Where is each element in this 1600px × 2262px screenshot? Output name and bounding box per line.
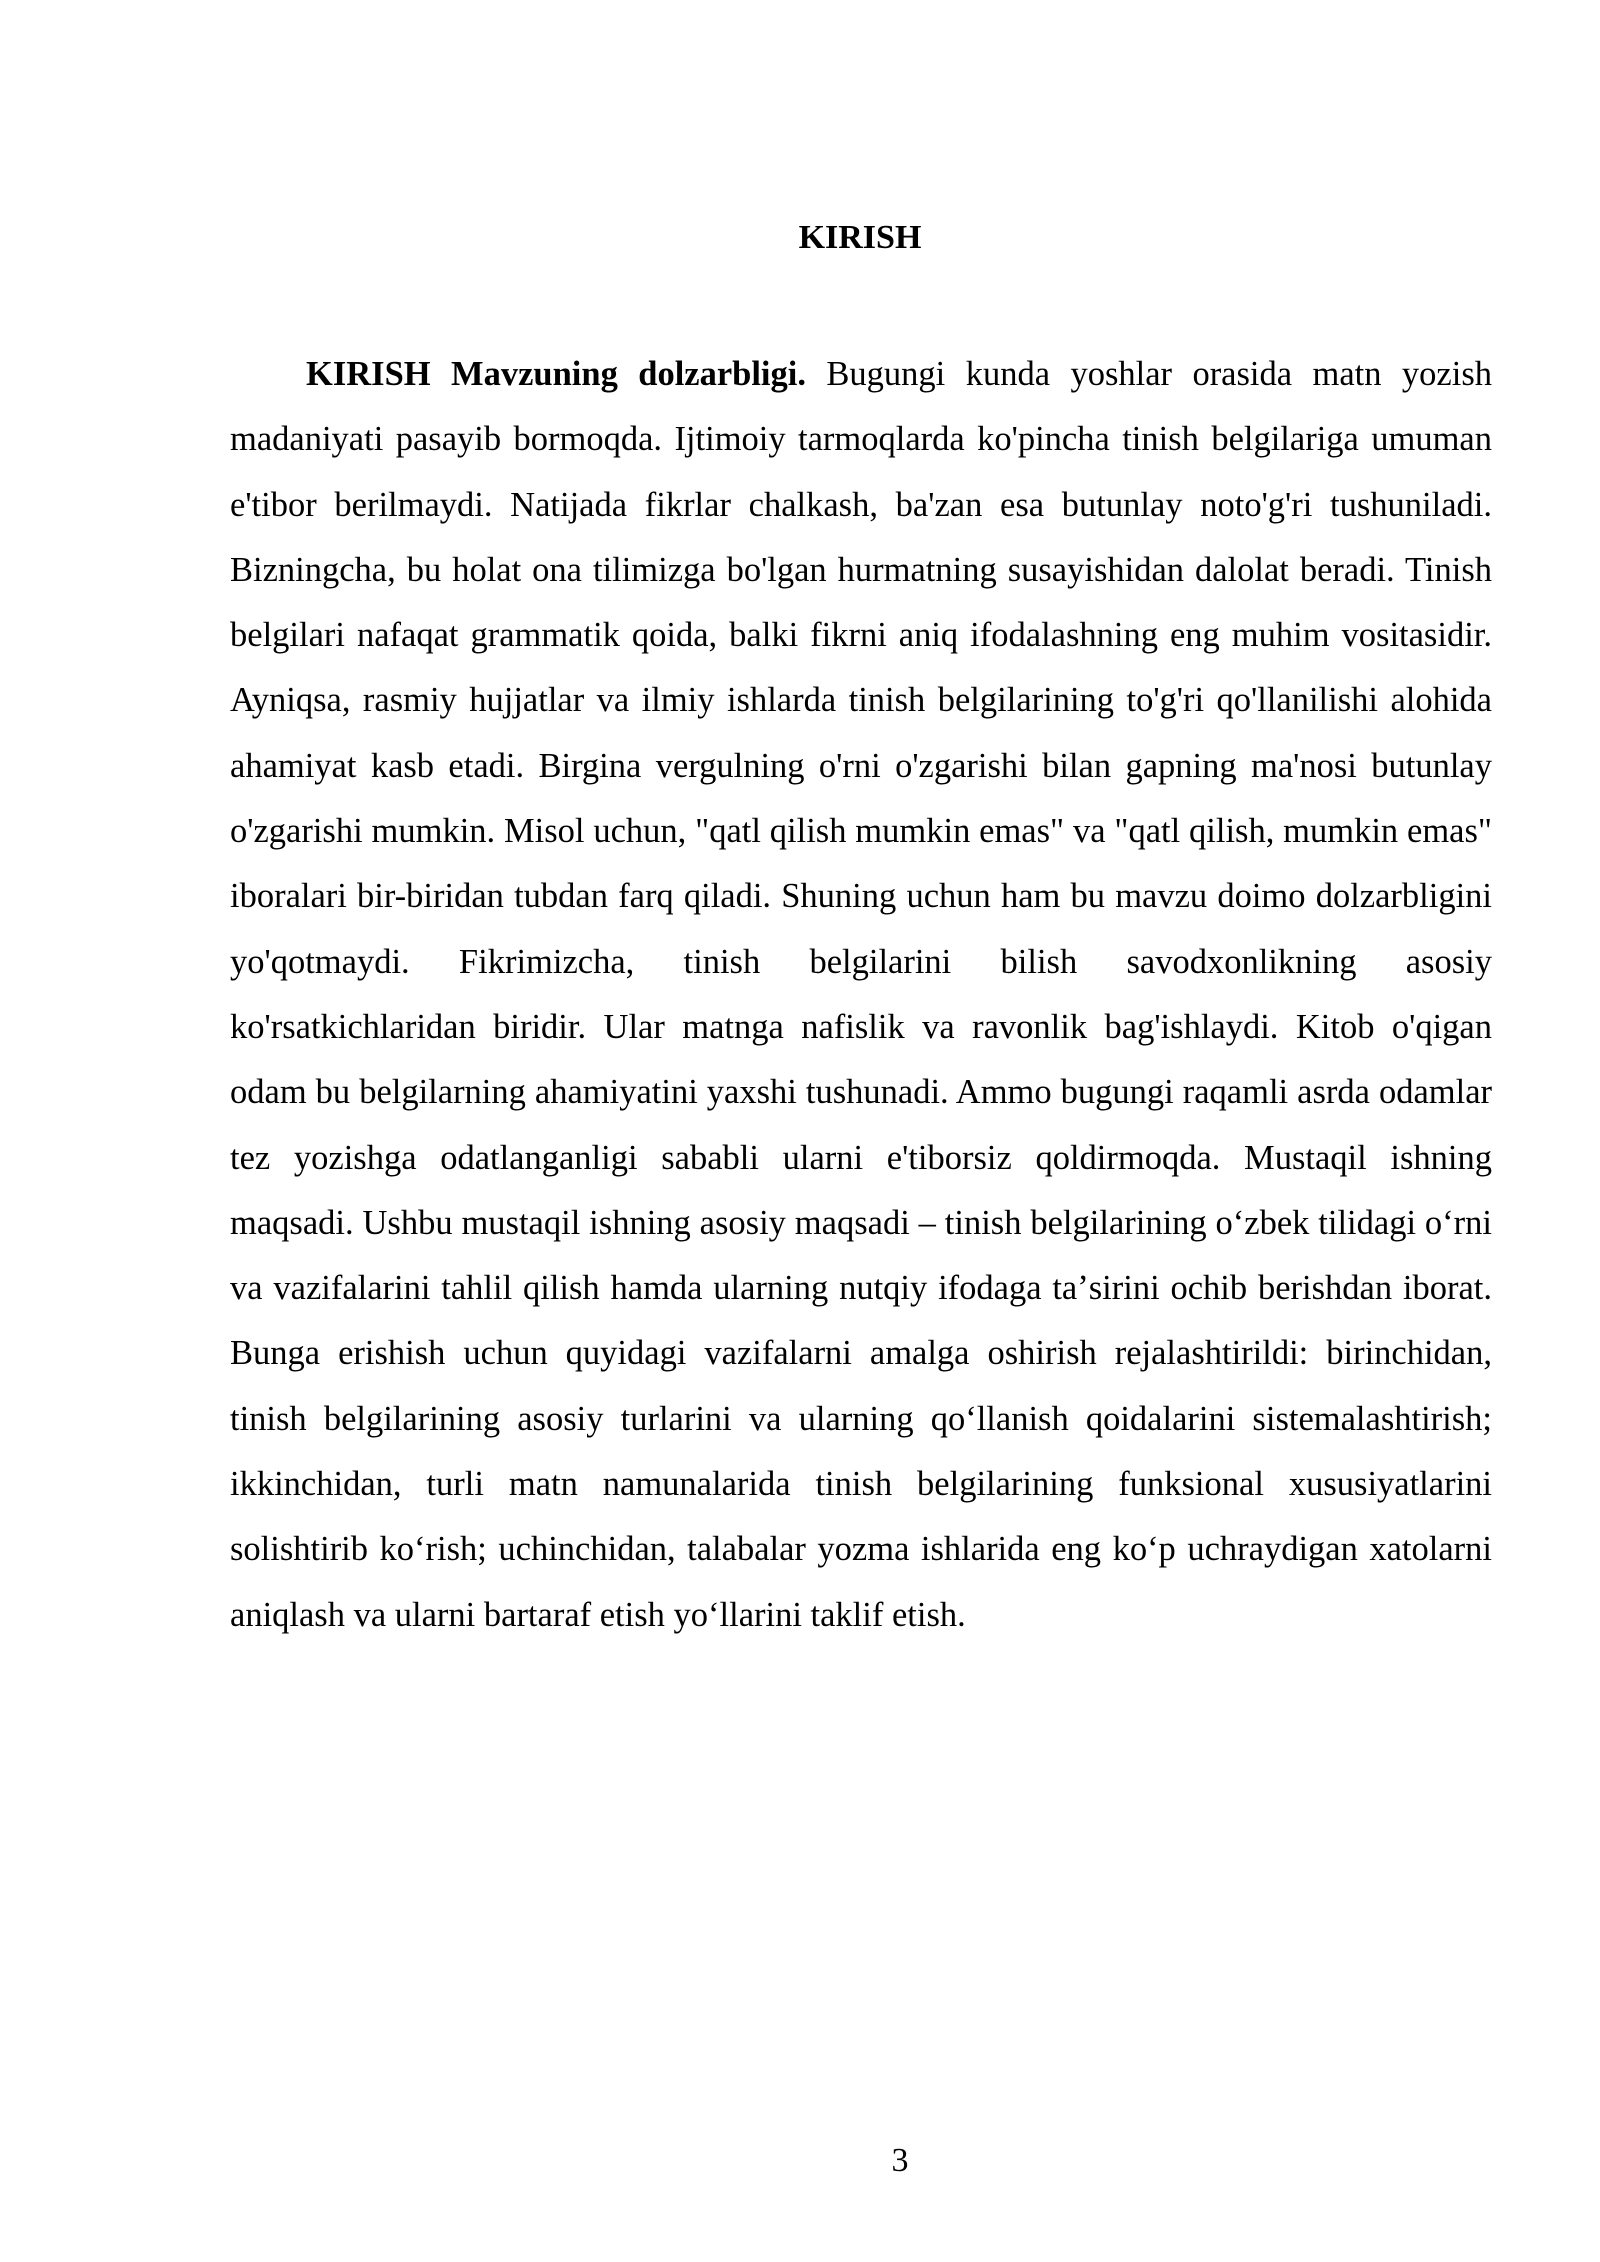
page-title: KIRISH <box>798 219 922 256</box>
page-number: 3 <box>891 2142 909 2179</box>
body-paragraph <box>230 342 1492 1648</box>
paragraph-text: Bugungi kunda yoshlar orasida matn yozish madaniyati pasayib bormoqda. Ijtimoiy tarmoqlarda ko'pincha tinish belgilariga umuman e'tibor berilmaydi. Natijada fikrlar chalkash, ba'zan esa butunlay noto'g'ri tushuniladi. Bizningcha, bu holat ona tilimizga bo'lgan hurmatning susayishidan dalolat beradi. Tinish belgilari nafaqat grammatik qoida, balki fikrni aniq ifodalashning eng muhim vositasidir. Ayniqsa, rasmiy hujjatlar va ilmiy ishlarda tinish belgilarining to'g'ri qo'llanilishi alohida ahamiyat kasb etadi. Birgina vergulning o'rni o'zgarishi bilan gapning ma'nosi butunlay o'zgarishi mumkin. Misol uchun, "qatl qilish mumkin emas" va "qatl qilish, mumkin emas" iboralari bir-biridan tubdan farq qiladi. Shuning uchun ham bu mavzu doimo dolzarbligini yo'qotmaydi. Fikrimizcha, tinish belgilarini bilish savodxonlikning asosiy ko'rsatkichlaridan biridir. Ular matnga nafislik va ravonlik bag'ishlaydi. Kitob o'qigan odam bu belgilarning ahamiyatini yaxshi tushunadi. Ammo bugungi raqamli asrda odamlar tez yozishga odatlanganligi sababli ularni e'tiborsiz qoldirmoqda. Mustaqil ishning maqsadi. Ushbu mustaqil ishning asosiy maqsadi – tinish belgilarining oʻzbek tilidagi oʻrni va vazifalarini tahlil qilish hamda ularning nutqiy ifodaga taʼsirini ochib berishdan iborat. Bunga erishish uchun quyidagi vazifalarni amalga oshirish rejalashtirildi: birinchidan, tinish belgilarining asosiy turlarini va ularning qoʻllanish qoidalarini sistemalashtirish; ikkinchidan, turli matn namunalarida tinish belgilarining funksional xususiyatlarini solishtirib koʻrish; uchinchidan, talabalar yozma ishlarida eng koʻp uchraydigan xatolarni aniqlash va ularni bartaraf etish yoʻllarini taklif etish. <box>230 355 1492 1634</box>
paragraph-lead: KIRISH Mavzuning dolzarbligi. <box>306 355 806 393</box>
